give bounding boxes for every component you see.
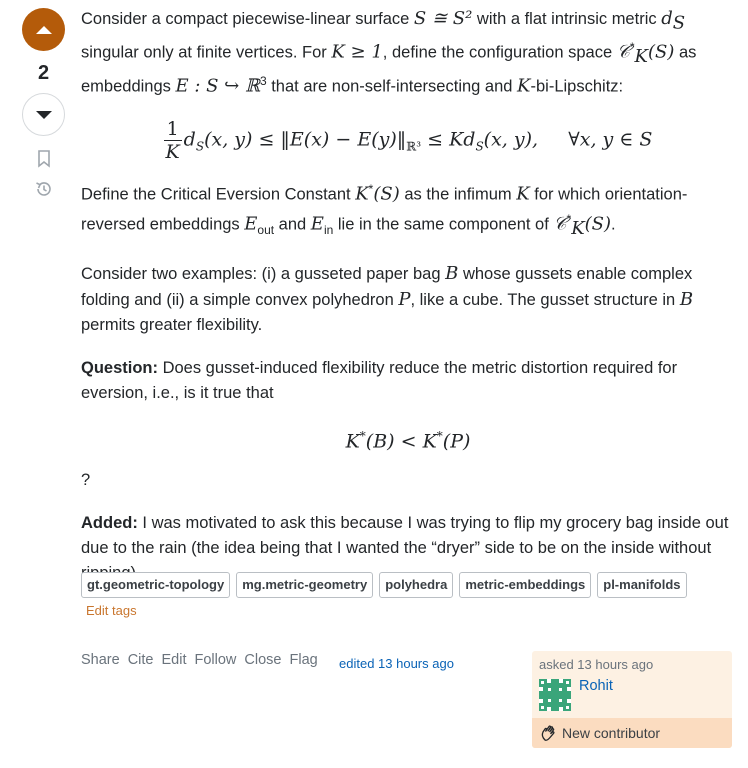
vote-column [22,8,65,200]
new-contributor-badge[interactable] [532,718,732,748]
tag-polyhedra[interactable]: polyhedra [379,572,453,598]
tag-mg-metric-geometry[interactable]: mg.metric-geometry [236,572,373,598]
identicon-icon [539,679,571,711]
history-icon [34,179,54,199]
tag-metric-embeddings[interactable]: metric-embeddings [459,572,591,598]
question-body [81,6,735,604]
arrow-down-icon [35,110,53,120]
flag-link[interactable]: Flag [289,652,318,668]
paragraph-added: Added: I was motivated to ask this because I was trying to flip my grocery bag inside out due to the rain (the idea being that I wanted the “dryer” side to be on the inside without [81,514,729,558]
arrow-up-icon [35,25,53,35]
equation-inequality: K*(B) < K*(P) [345,428,471,453]
paragraph-examples: Consider two examples: (i) a gusseted paper bag B whose gussets enable complex folding and (ii) a simple convex polyhedron P, like a cube. The gusset structure in B permits greater flexibility. [81,262,694,334]
wave-hand-icon [540,724,558,742]
bookmark-icon [37,150,51,168]
paragraph-question-mark: ? [81,471,91,490]
history-button[interactable] [34,178,54,200]
paragraph-question: Question: Does gusset-induced flexibility reduce the metric distortion required for eversion, i.e., is it true that [81,358,678,402]
follow-link[interactable]: Follow [194,652,237,668]
asked-timestamp: asked 13 hours ago [539,657,654,672]
downvote-button[interactable] [22,93,65,136]
equation-bi-lipschitz: $\frac{1}{K}$ $d_S(x$, y) ≤ ‖E(x) − $E(y)‖_{ℝ^3} \le Kd_S(x$, y), ∀x, y ∈ S [165,117,653,163]
edit-link[interactable]: Edit [161,652,187,668]
bookmark-button[interactable] [34,148,54,170]
share-link[interactable]: Share [81,652,120,668]
tag-pl-manifolds[interactable]: pl-manifolds [597,572,686,598]
tag-gt-geometric-topology[interactable]: gt.geometric-topology [81,572,230,598]
upvote-button[interactable] [22,8,65,51]
edit-tags-link[interactable]: Edit tags [86,603,137,618]
paragraph-intro: Consider a compact piecewise-linear surface S ≅ S² with a flat intrinsic metric $d_S$ singular only at finite vertices. For K ≥ 1, define the configuration space 𝒞*$_K$(S) as embeddings E : S ↪ ℝ$^3$ that are non-self-intersecting and K-bi-Lipschitz: [81,8,697,97]
post-menu [81,652,318,668]
user-name-link[interactable]: Rohit [579,678,613,694]
user-card [532,651,732,748]
tag-list [81,572,687,598]
paragraph-definition: Define the Critical Eversion Constant K*(S) as the infimum K for which orientation- reversed embeddings $E_{out}$ and $E_{in}$ lie in the same component of 𝒞*$_K$(S). [81,181,688,239]
new-contributor-label: New contributor [562,725,661,741]
close-link[interactable]: Close [244,652,282,668]
vote-count: 2 [37,62,50,84]
fraction-one-over-k: $\frac{1}{K}$ [165,117,180,163]
edited-timestamp-link[interactable]: edited 13 hours ago [339,656,454,671]
cite-link[interactable]: Cite [127,652,154,668]
avatar[interactable] [539,679,571,711]
